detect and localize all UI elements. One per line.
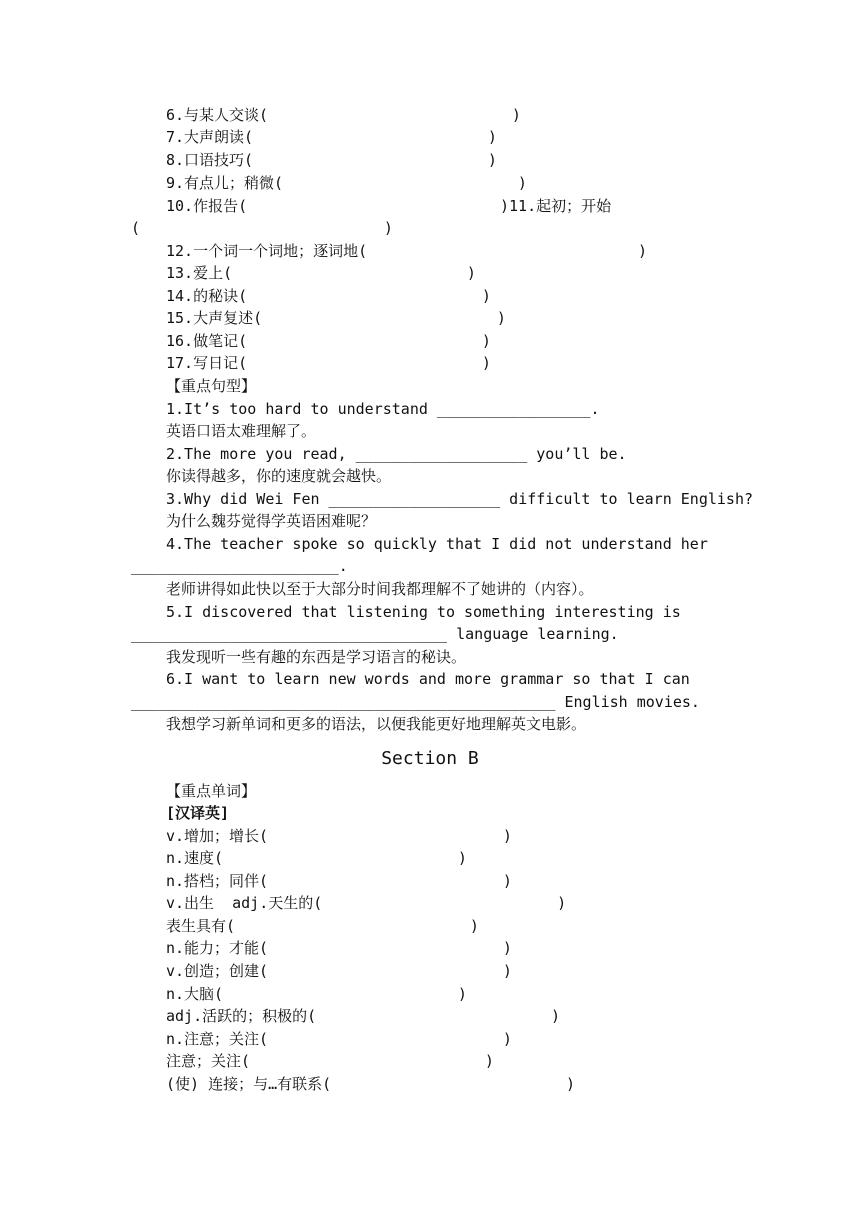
word-item: n.搭档；同伴( ) <box>166 872 512 890</box>
phrase-item: 6.与某人交谈( ) <box>166 106 521 124</box>
phrase-item: 7.大声朗读( ) <box>166 128 497 146</box>
sentence-line: 3.Why did Wei Fen ___________________ difficult to learn English? <box>166 490 753 508</box>
sentence-line: 1.It’s too hard to understand _________________. <box>166 400 600 418</box>
phrase-item: 12.一个词一个词地；逐词地( ) <box>166 242 648 260</box>
section-title: Section B <box>381 748 479 769</box>
word-item: 表生具有( ) <box>166 917 479 935</box>
phrase-item: 10.作报告( )11.起初；开始 <box>166 197 612 215</box>
word-item: n.速度( ) <box>166 849 467 867</box>
phrase-item: 13.爱上( ) <box>166 264 476 282</box>
word-item: (使) 连接；与…有联系( ) <box>166 1075 575 1093</box>
sentence-blank-line: _______________________________________________ English movies. <box>131 693 700 711</box>
sentence-line: 2.The more you read, ___________________ you’ll be. <box>166 445 627 463</box>
sentence-translation: 我想学习新单词和更多的语法，以便我能更好地理解英文电影。 <box>166 715 587 733</box>
word-item: n.能力；才能( ) <box>166 939 512 957</box>
sentence-blank-line: ___________________________________ language learning. <box>131 625 619 643</box>
sentence-line: 4.The teacher spoke so quickly that I did not understand her <box>166 535 708 553</box>
sentence-translation: 你读得越多，你的速度就会越快。 <box>166 467 392 485</box>
sentence-line: 5.I discovered that listening to something interesting is <box>166 603 681 621</box>
word-item: v.增加；增长( ) <box>166 827 512 845</box>
phrase-item: 14.的秘诀( ) <box>166 287 491 305</box>
sentence-line: 6.I want to learn new words and more grammar so that I can <box>166 670 690 688</box>
phrase-item: 17.写日记( ) <box>166 354 491 372</box>
phrase-item: 16.做笔记( ) <box>166 332 491 350</box>
phrase-item: 9.有点儿；稍微( ) <box>166 174 527 192</box>
phrase-item-continuation: ( ) <box>131 219 393 237</box>
cn-to-en-heading: [汉译英] <box>166 804 230 822</box>
sentence-translation: 为什么魏芬觉得学英语困难呢？ <box>166 512 377 530</box>
word-item: v.出生 adj.天生的( ) <box>166 894 567 912</box>
phrase-item: 8.口语技巧( ) <box>166 151 497 169</box>
phrase-item: 15.大声复述( ) <box>166 309 506 327</box>
sentence-translation: 我发现听一些有趣的东西是学习语言的秘诀。 <box>166 648 467 666</box>
word-item: adj.活跃的；积极的( ) <box>166 1007 560 1025</box>
word-item: n.大脑( ) <box>166 985 467 1003</box>
sentence-translation: 老师讲得如此快以至于大部分时间我都理解不了她讲的（内容）。 <box>166 580 594 598</box>
word-item: n.注意；关注( ) <box>166 1030 512 1048</box>
word-item: v.创造；创建( ) <box>166 962 512 980</box>
key-sentences-heading: 【重点句型】 <box>166 377 257 395</box>
sentence-translation: 英语口语太难理解了。 <box>166 422 317 440</box>
word-item: 注意；关注( ) <box>166 1052 494 1070</box>
key-words-heading: 【重点单词】 <box>166 782 257 800</box>
sentence-blank-line: _______________________. <box>131 557 348 575</box>
